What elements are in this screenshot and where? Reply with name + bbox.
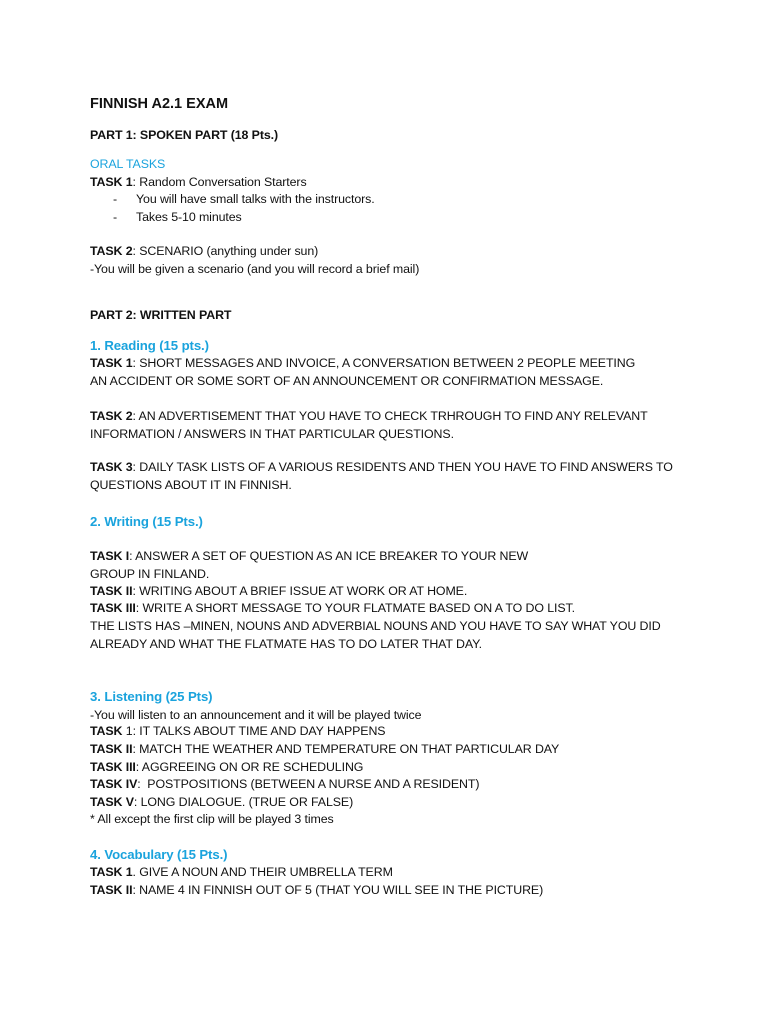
reading-task2-line2: INFORMATION / ANSWERS IN THAT PARTICULAR QUESTIONS. <box>90 427 454 441</box>
reading-task2-line1 <box>90 408 648 425</box>
reading-task1-line2: AN ACCIDENT OR SOME SORT OF AN ANNOUNCEMENT OR CONFIRMATION MESSAGE. <box>90 374 604 388</box>
writing-task3 <box>90 600 575 617</box>
writing-note-line1: THE LISTS HAS –MINEN, NOUNS AND ADVERBIAL NOUNS AND YOU HAVE TO SAY WHAT YOU DID <box>90 619 661 633</box>
task-text: . GIVE A NOUN AND THEIR UMBRELLA TERM <box>132 865 393 879</box>
writing-heading: 2. Writing (15 Pts.) <box>90 514 203 529</box>
bullet-dash: - <box>113 192 118 206</box>
task-text: : AGGREEING ON OR RE SCHEDULING <box>135 760 364 774</box>
writing-task2 <box>90 583 467 600</box>
listening-task1 <box>90 723 385 740</box>
vocabulary-task2 <box>90 882 543 899</box>
task-label: TASK IV <box>90 777 138 791</box>
listening-heading: 3. Listening (25 Pts) <box>90 689 213 704</box>
part1-task2-note: -You will be given a scenario (and you will record a brief mail) <box>90 262 420 276</box>
reading-task3-line2: QUESTIONS ABOUT IT IN FINNISH. <box>90 478 292 492</box>
task-label: TASK 2 <box>90 409 133 423</box>
listening-task5 <box>90 794 353 811</box>
vocabulary-heading: 4. Vocabulary (15 Pts.) <box>90 847 228 862</box>
task-label: TASK II <box>90 883 133 897</box>
task-text: : Random Conversation Starters <box>132 175 307 189</box>
listening-footnote: * All except the first clip will be played 3 times <box>90 812 334 826</box>
reading-task1-line1 <box>90 355 635 372</box>
listening-task4 <box>90 776 479 793</box>
task-number: 1 <box>122 724 133 738</box>
task-text: : SHORT MESSAGES AND INVOICE, A CONVERSATION BETWEEN 2 PEOPLE MEETING <box>132 356 636 370</box>
task-text: : POSTPOSITIONS (BETWEEN A NURSE AND A RESIDENT) <box>137 777 480 791</box>
reading-task3-line1 <box>90 459 673 476</box>
bullet-dash: - <box>113 210 118 224</box>
task-label: TASK 2 <box>90 244 133 258</box>
bullet-text: Takes 5-10 minutes <box>136 210 242 224</box>
writing-task1-line2: GROUP IN FINLAND. <box>90 567 210 581</box>
task-text: : WRITING ABOUT A BRIEF ISSUE AT WORK OR AT HOME. <box>132 584 468 598</box>
task-label: TASK <box>90 724 123 738</box>
task-text: : MATCH THE WEATHER AND TEMPERATURE ON THAT PARTICULAR DAY <box>132 742 560 756</box>
part1-heading: PART 1: SPOKEN PART (18 Pts.) <box>90 128 279 142</box>
bullet-text: You will have small talks with the instructors. <box>136 192 375 206</box>
oral-tasks-heading: ORAL TASKS <box>90 157 166 171</box>
task-label: TASK III <box>90 601 136 615</box>
listening-intro: -You will listen to an announcement and it will be played twice <box>90 708 422 722</box>
task-label: TASK I <box>90 549 130 563</box>
task-label: TASK 1 <box>90 865 133 879</box>
part1-task2 <box>90 243 318 260</box>
task-text: : ANSWER A SET OF QUESTION AS AN ICE BREAKER TO YOUR NEW <box>129 549 529 563</box>
task-text: : AN ADVERTISEMENT THAT YOU HAVE TO CHECK TRHROUGH TO FIND ANY RELEVANT <box>132 409 648 423</box>
task-label: TASK 1 <box>90 175 133 189</box>
task-label: TASK 3 <box>90 460 133 474</box>
part1-task1 <box>90 174 307 191</box>
reading-heading: 1. Reading (15 pts.) <box>90 338 209 353</box>
writing-task1-line1 <box>90 548 528 565</box>
task-label: TASK 1 <box>90 356 133 370</box>
listening-task3 <box>90 759 363 776</box>
vocabulary-task1 <box>90 864 393 881</box>
task-label: TASK II <box>90 584 133 598</box>
document-title: FINNISH A2.1 EXAM <box>90 96 229 112</box>
task-text: : SCENARIO (anything under sun) <box>132 244 319 258</box>
task-text: : DAILY TASK LISTS OF A VARIOUS RESIDENTS AND THEN YOU HAVE TO FIND ANSWERS TO <box>132 460 673 474</box>
listening-task2 <box>90 741 559 758</box>
task-text: : NAME 4 IN FINNISH OUT OF 5 (THAT YOU WILL SEE IN THE PICTURE) <box>132 883 544 897</box>
task-label: TASK III <box>90 760 136 774</box>
part2-heading: PART 2: WRITTEN PART <box>90 308 232 322</box>
task-text: : WRITE A SHORT MESSAGE TO YOUR FLATMATE BASED ON A TO DO LIST. <box>135 601 575 615</box>
writing-note-line2: ALREADY AND WHAT THE FLATMATE HAS TO DO LATER THAT DAY. <box>90 637 483 651</box>
task-text: : IT TALKS ABOUT TIME AND DAY HAPPENS <box>132 724 386 738</box>
task-text: : LONG DIALOGUE. (TRUE OR FALSE) <box>133 795 354 809</box>
task-label: TASK II <box>90 742 133 756</box>
task-label: TASK V <box>90 795 134 809</box>
